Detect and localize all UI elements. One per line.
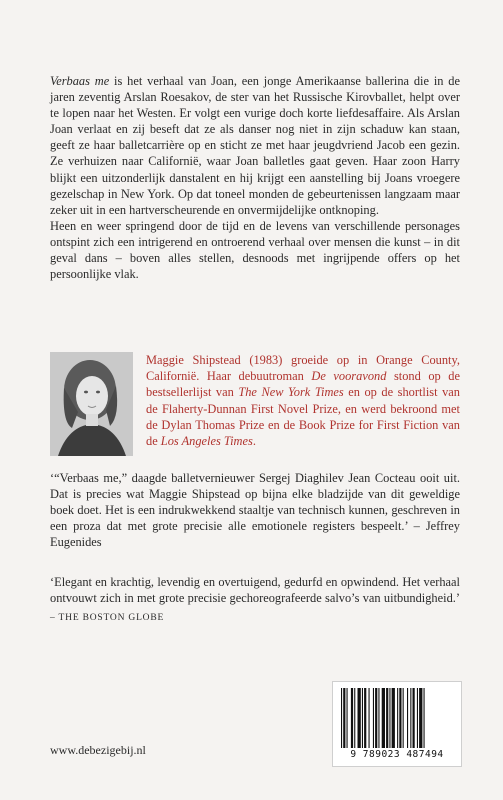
bio-text: en op de shortlist van de Flaherty-Dunnan First Novel Prize, en werd bekroond met de Dylan Thomas Prize en de Book Prize for First Fiction van de — [146, 385, 460, 449]
bio-text: stond op de bestsellerlijst van — [146, 369, 460, 400]
author-photo — [50, 352, 133, 456]
quote-source: – THE BOSTON GLOBE — [50, 613, 165, 624]
book-title: Verbaas me — [50, 74, 110, 88]
publisher-website[interactable]: www.debezigebij.nl — [50, 743, 146, 757]
author-portrait-image — [50, 352, 133, 456]
blurb-paragraph-2: Heen en weer springend door de tijd en de levens van verschillende personages ontspint zich een intrigerend en ontroerend verhaal over mensen die kunst – in dit geval dans – boven alles stellen, desnoods met ingrijpende offers op het persoonlijke vlak. — [50, 218, 460, 282]
quote-text: ‘Elegant en krachtig, levendig en overtuigend, gedurfd en opwindend. Het verhaal ontvouwt zich in met grote precisie gechoreografeerde salvo’s van uitbundigheid.’ — [50, 575, 460, 606]
review-quote-eugenides — [50, 470, 460, 550]
bio-text: Maggie Shipstead (1983) groeide op in Orange County, Californië. Haar debuutroman — [146, 353, 460, 384]
author-bio — [146, 352, 460, 449]
nyt-title: The New York Times — [238, 385, 344, 400]
book-blurb — [50, 73, 460, 282]
debut-title: De vooravond — [311, 369, 387, 384]
barcode-bars-image — [341, 688, 453, 748]
quote-source: – Jeffrey Eugenides — [50, 519, 460, 550]
quote-text: ‘“Verbaas me,” daagde balletvernieuwer Sergej Diaghilev Jean Cocteau ooit uit. Dat is precies wat Maggie Shipstead op bijna elke bladzijde van dit geweldige boek doet. Het is een indrukwekkend staaltje van technisch kunnen, geschreven in een proza dat met grote precisie alle emotionele registers bespeelt.’ — [50, 471, 460, 534]
blurb-paragraph-1 — [50, 73, 460, 218]
isbn-number: 9 789023 487494 — [350, 749, 444, 760]
isbn-barcode — [332, 681, 462, 767]
bio-text: . — [252, 434, 256, 449]
blurb-text-1: is het verhaal van Joan, een jonge Amerikaanse ballerina die in de jaren zeventig Arslan Roesakov, de ster van het Russische Kirovballet, helpt over te lopen naar het Westen. Er volgt een vurige doch korte liefdesaffaire. Als Arslan Joan verlaat en zij beseft dat ze als danser nog niet in zijn schaduw kan staan, geeft ze haar balletcarrière op en sticht ze met haar jeugdvriend Jacob een gezin. Ze verhuizen naar Californië, waar Joan balletles gaat geven. Haar zoon Harry blijkt een uitzonderlijk danstalent en hij krijgt een aanstelling bij Joans vroegere gezelschap in New York. Op dat toneel monden de gebeurtenissen langzaam maar zeker uit in een hartverscheurende en onvermijdelijke ontknoping. — [50, 74, 460, 217]
review-quote-boston-globe — [50, 574, 460, 626]
lat-title: Los Angeles Times — [160, 434, 253, 449]
